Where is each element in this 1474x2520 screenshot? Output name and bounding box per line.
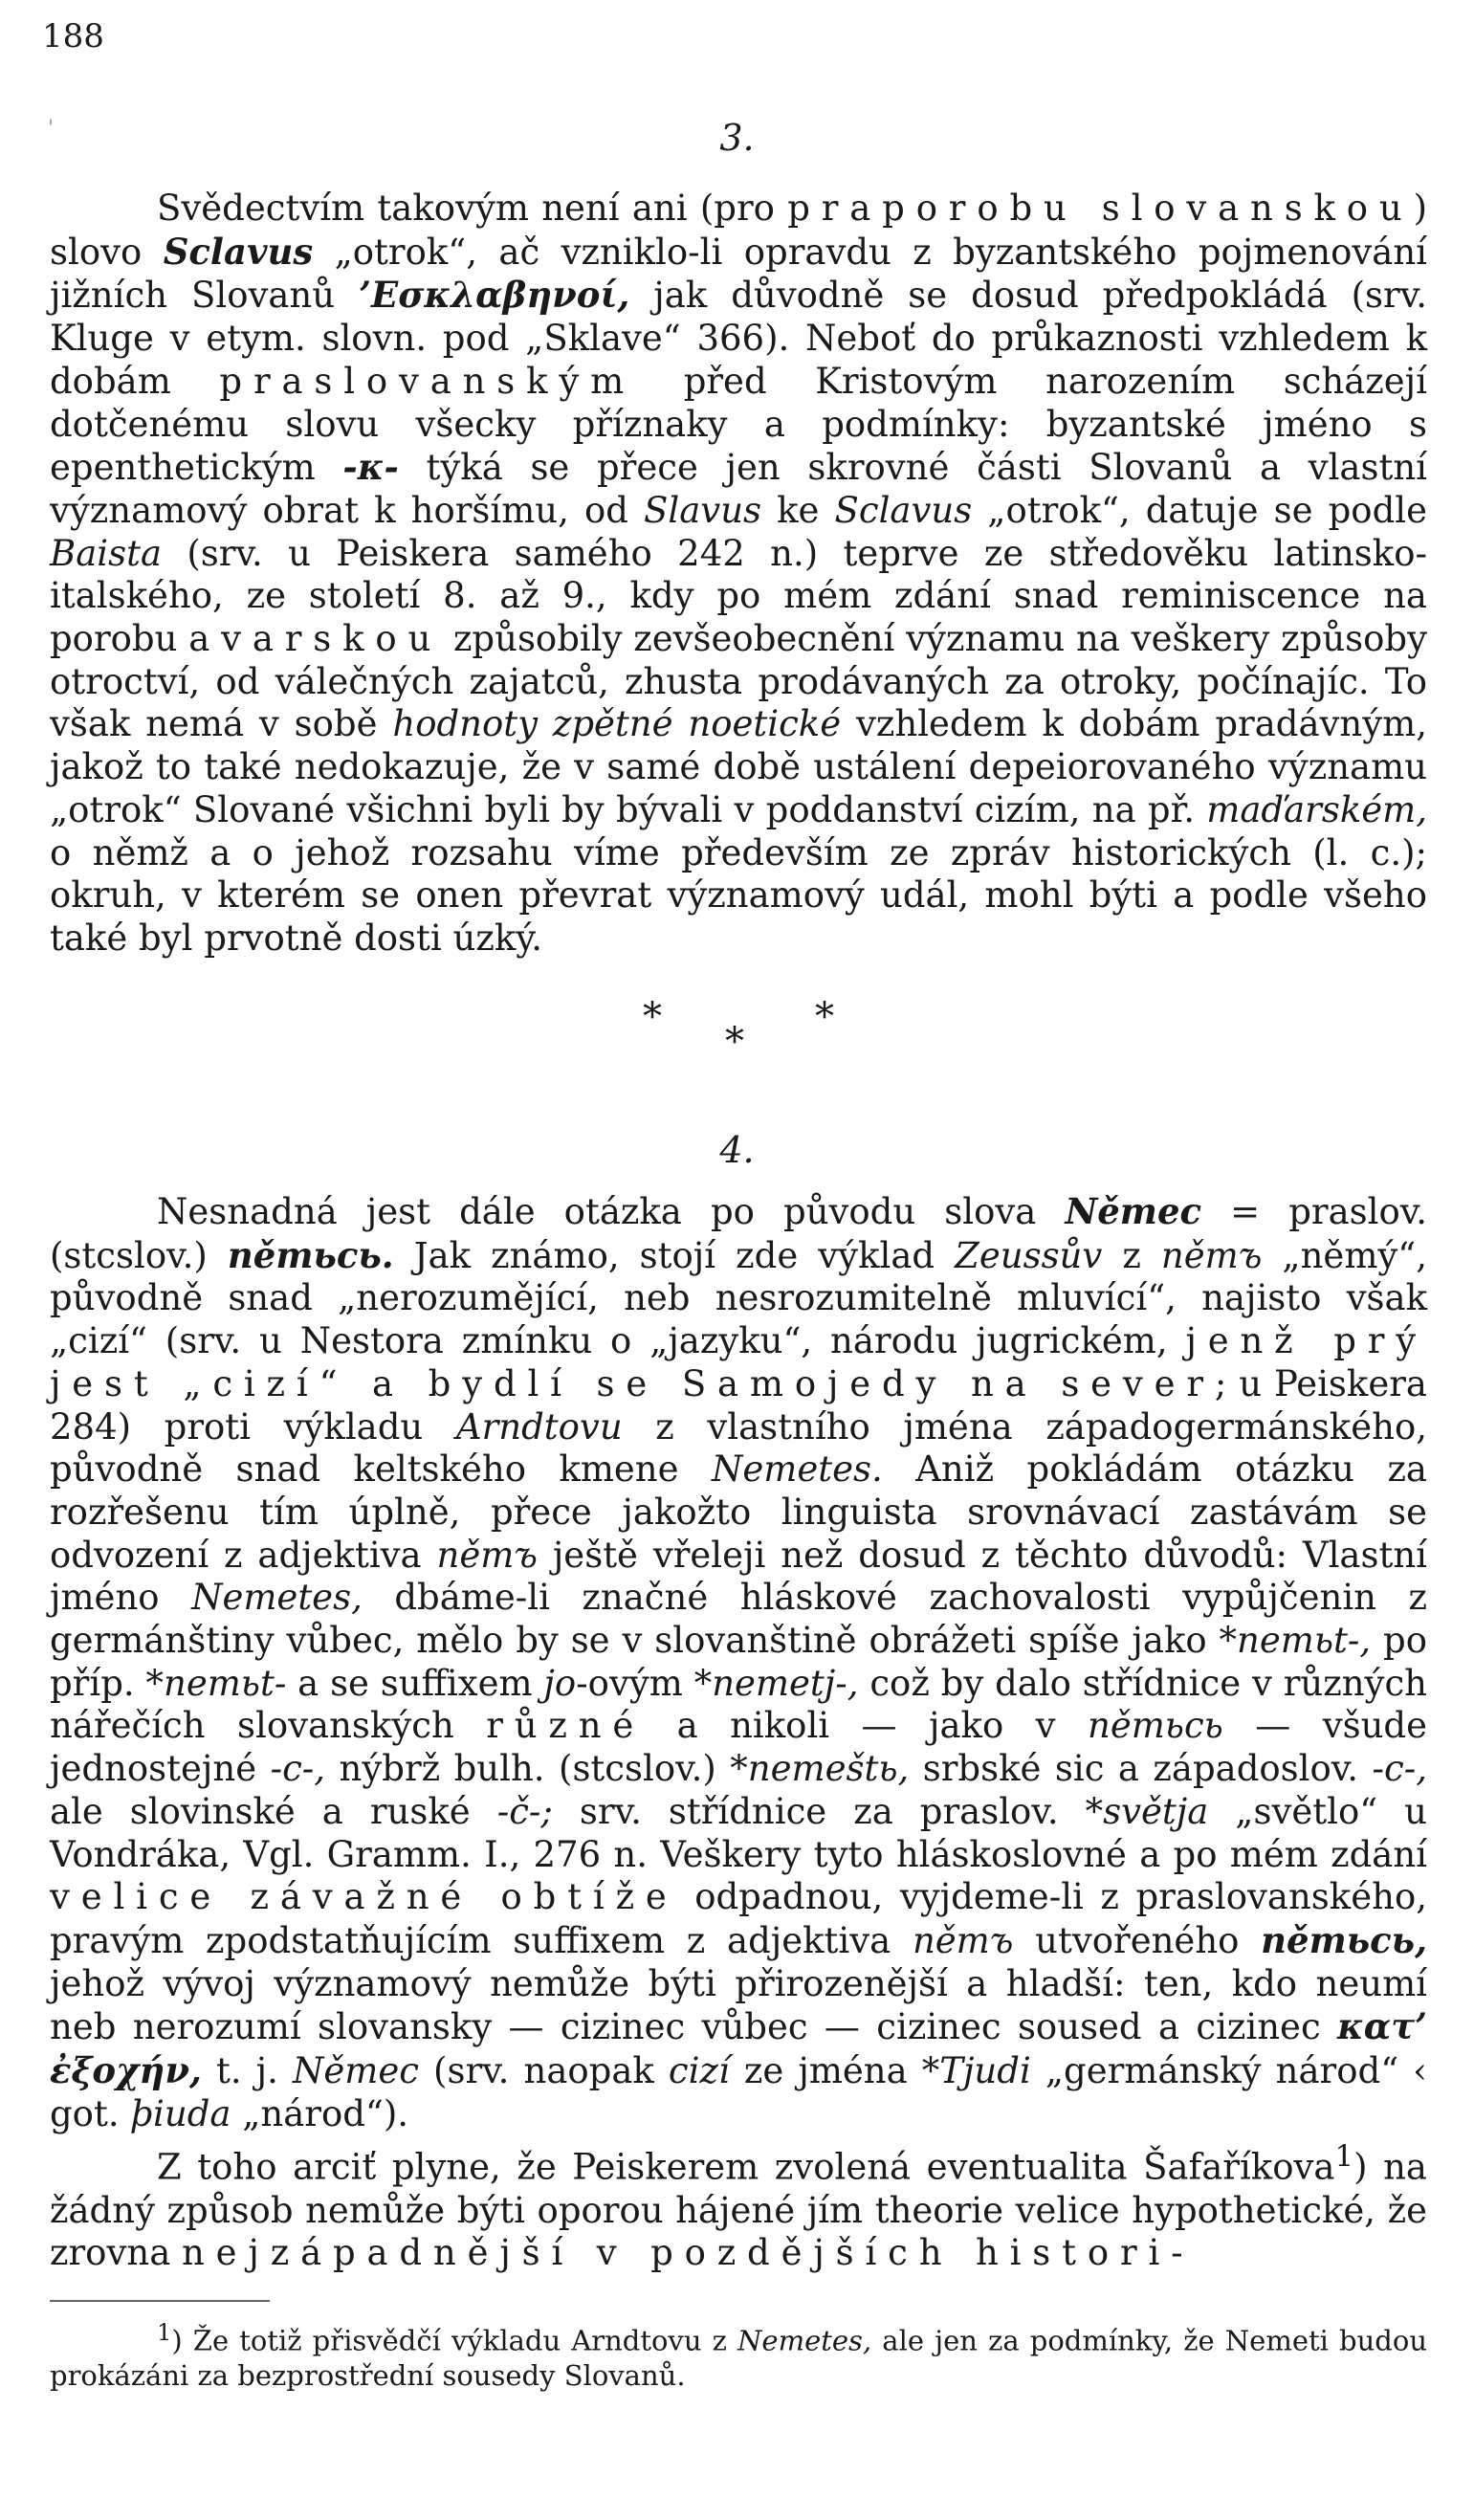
italic-term: Baista xyxy=(50,532,162,574)
text-run: což by dalo střídnice v různých nářečích slovanských xyxy=(50,1662,1428,1747)
italic-term: *nemetj-, xyxy=(693,1662,859,1704)
text-run: „otrok“, ač vzniklo-li opravdu z byzantského pojmenování jižních Slovanů xyxy=(50,231,1427,317)
italic-term: -č-; xyxy=(496,1790,553,1832)
section-4-paragraph-1 xyxy=(50,1190,1427,2135)
greek-term: κατ’ ἐξοχήν, xyxy=(50,2005,1427,2092)
text-run: a se suffixem xyxy=(286,1662,544,1704)
italic-term: þiuda xyxy=(130,2092,231,2134)
text-run: „germánský národ“ ‹ got. xyxy=(50,2050,1427,2134)
text-run: „němý“, původně snad „nerozumějící, neb nesrozumitelně mluvící“, najisto však „cizí“ (srv. u Nestora zmínku o „jazyku“, národu jugrickém, xyxy=(50,1234,1427,1362)
italic-term: Zeussův xyxy=(955,1234,1103,1276)
text-run: Jak známo, stojí zde výklad xyxy=(393,1234,956,1276)
text-run: ještě vřeleji než dosud z těchto důvodů: Vlastní jméno xyxy=(50,1534,1427,1619)
footnote xyxy=(50,2315,1427,2393)
text-run: Z toho arciť plyne, že Peiskerem zvolená eventualita Šafaříkova xyxy=(157,2146,1335,2188)
footnote-ref: 1 xyxy=(1334,2139,1354,2175)
text-run: odpadnou, vyjdeme-li z praslovanského, pravým zpodstatňujícím suffixem z adjektiva xyxy=(50,1876,1427,1961)
text-run: -ovým xyxy=(576,1662,694,1704)
italic-term: němьcь xyxy=(1088,1705,1223,1747)
text-run: o němž a o jehož rozsahu víme především ze zpráv historických (l. c.); okruh, v kterém se onen převrat významový udál, mohl býti a podle všeho také byl prvotně dosti úzký. xyxy=(50,831,1427,959)
text-run: (srv. u Peiskera samého 242 n.) teprve ze středověku latinsko-italského, ze století 8. až 9., kdy po mém zdání snad reminiscence na porobu xyxy=(50,532,1427,660)
text-run: „národ“). xyxy=(231,2092,409,2134)
section-3-heading: 3. xyxy=(719,117,755,159)
italic-term: *nemeštь, xyxy=(730,1748,910,1790)
text-run: — všude jednostejné xyxy=(50,1705,1428,1790)
text-run: ale slovinské a ruské xyxy=(50,1790,497,1832)
bold-italic-term: -κ- xyxy=(342,446,399,489)
text-run: ) slovo xyxy=(50,188,1427,273)
bold-italic-term: němьcь, xyxy=(1261,1918,1427,1961)
spaced-text: praslovanským xyxy=(219,360,636,402)
text-run: ke xyxy=(761,489,835,531)
text-run: z vlastního jména západogermánského, původně snad keltského kmene xyxy=(50,1405,1427,1491)
section-4-body xyxy=(50,1190,1427,2275)
text-run: před Kristovým narozením scházejí dotčenému slovu všecky příznaky a podmínky: byzantské jméno s epenthetickým xyxy=(50,360,1427,489)
section-4-paragraph-2 xyxy=(50,2135,1427,2274)
text-run: Svědectvím takovým není ani (pro xyxy=(157,188,788,229)
text-run: = praslov. (stcslov.) xyxy=(50,1191,1428,1276)
italic-term: němъ xyxy=(912,1919,1014,1961)
spaced-text: praporobu slovanskou xyxy=(787,188,1414,229)
margin-mark: ' xyxy=(48,117,55,141)
text-run: dbáme-li značné hláskové zachovalosti vypůjčenin z germánštiny vůbec, mělo by se v slovanštině obrážeti spíše jako xyxy=(50,1577,1427,1662)
text-run: srv. střídnice za praslov. xyxy=(552,1790,1086,1832)
text-run: ale jen za podmínky, že Nemeti budou prokázáni za bezprostřední sousedy Slovanů. xyxy=(50,2324,1427,2392)
text-run: Aniž pokládám otázku za rozřešenu tím úplně, přece jakožto linguista srovnávací zastávám se odvození z adjektiva xyxy=(50,1448,1427,1576)
text-run: „světlo“ u Vondráka, Vgl. Gramm. I., 276 n. Veškery tyto hláskoslovné a po mém zdání xyxy=(50,1790,1427,1875)
section-3-body xyxy=(50,188,1427,961)
italic-term: hodnoty zpětné noetické xyxy=(392,703,842,745)
text-run: ze jména xyxy=(729,2050,922,2092)
text-run: vzhledem k dobám pradávným, jakož to také nedokazuje, že v samé době ustálení depeiorovaného významu „otrok“ Slované všichni byli by bývali v poddanství cizím, na př. xyxy=(50,703,1427,830)
text-run: ; u Peiskera 284) proti výkladu xyxy=(50,1362,1427,1448)
bold-italic-term: Sclavus xyxy=(163,230,314,273)
text-run: „otrok“, datuje se podle xyxy=(972,489,1427,531)
text-run: a nikoli — jako v xyxy=(645,1705,1088,1747)
star-middle: * xyxy=(725,1020,744,1064)
italic-term: Nemetes, xyxy=(191,1577,363,1619)
italic-term: *nemьt-, xyxy=(1219,1620,1372,1662)
spaced-text: avarskou xyxy=(188,618,443,660)
text-run: jak důvodně se dosud předpokládá (srv. Kluge v etym. slovn. pod „Sklave“ 366). Neboť do průkaznosti vzhledem k dobám xyxy=(50,275,1428,402)
italic-term: Sclavus xyxy=(834,489,973,531)
italic-term: jo xyxy=(543,1662,577,1704)
text-run: z xyxy=(1102,1234,1161,1276)
text-run: (srv. naopak xyxy=(418,2050,669,2092)
italic-term: Slavus xyxy=(644,489,762,531)
italic-term: Němec xyxy=(292,2050,419,2092)
star-right: * xyxy=(815,995,834,1039)
italic-term: Arndtovu xyxy=(455,1405,623,1448)
text-run: nýbrž bulh. (stcslov.) xyxy=(325,1748,731,1790)
italic-term: *světja xyxy=(1085,1790,1209,1832)
section-3-paragraph xyxy=(50,188,1427,961)
text-run: jehož vývoj významový nemůže býti přirozenější a hladší: ten, kdo neumí neb nerozumí slovansky — cizinec vůbec — cizinec soused a cizinec xyxy=(50,1962,1427,2048)
italic-term: Nemetes, xyxy=(737,2324,872,2357)
section-4-heading: 4. xyxy=(719,1129,755,1171)
italic-term: -c-, xyxy=(1372,1748,1427,1790)
text-run: po příp. xyxy=(50,1620,1427,1704)
italic-term: Nemetes. xyxy=(711,1448,883,1491)
italic-term: -c-, xyxy=(270,1748,326,1790)
italic-term: maďarském, xyxy=(1206,788,1427,830)
page-number: 188 xyxy=(42,17,104,55)
star-left: * xyxy=(643,995,662,1039)
bold-italic-term: němьcь. xyxy=(227,1233,394,1276)
footnote-marker: 1 xyxy=(157,2319,172,2346)
italic-term: *Tjudi xyxy=(921,2050,1031,2092)
text-run: ) na žádný způsob nemůže býti oporou hájené jím theorie velice hypothetické, že zrovna xyxy=(50,2146,1427,2274)
bold-italic-term: Němec xyxy=(1065,1190,1202,1232)
italic-term: němъ xyxy=(1160,1234,1263,1276)
text-run: týká se přece jen skrovné části Slovanů a vlastní významový obrat k horšímu, od xyxy=(50,447,1427,531)
italic-term: němъ xyxy=(436,1534,538,1576)
spaced-text: nejzápadnější v pozdějších histori- xyxy=(182,2232,1195,2274)
spaced-text: jenž prý jest „cizí“ a bydlí se Samojedy na sever xyxy=(50,1320,1427,1404)
text-run: t. j. xyxy=(201,2050,293,2092)
text-run: utvořeného xyxy=(1013,1919,1262,1961)
text-run: způsobily zevšeobecnění významu na veškery způsoby otroctví, od válečných zajatců, zhusta prodávaných za otroky, počínajíc. To však nemá v sobě xyxy=(50,618,1427,745)
italic-term: *nemьt- xyxy=(145,1662,287,1704)
italic-term: cizí xyxy=(668,2050,730,2092)
spaced-text: velice závažné obtíže xyxy=(50,1876,678,1918)
greek-term: ’Εσκλαβηνοί, xyxy=(359,274,630,317)
spaced-text: různé xyxy=(486,1705,646,1747)
footnote-divider xyxy=(50,2300,270,2302)
text-run: ) Že totiž přisvědčí výkladu Arndtovu z xyxy=(171,2324,738,2357)
text-run: srbské sic a západoslov. xyxy=(909,1748,1373,1790)
text-run: Nesnadná jest dále otázka po původu slova xyxy=(157,1191,1066,1232)
